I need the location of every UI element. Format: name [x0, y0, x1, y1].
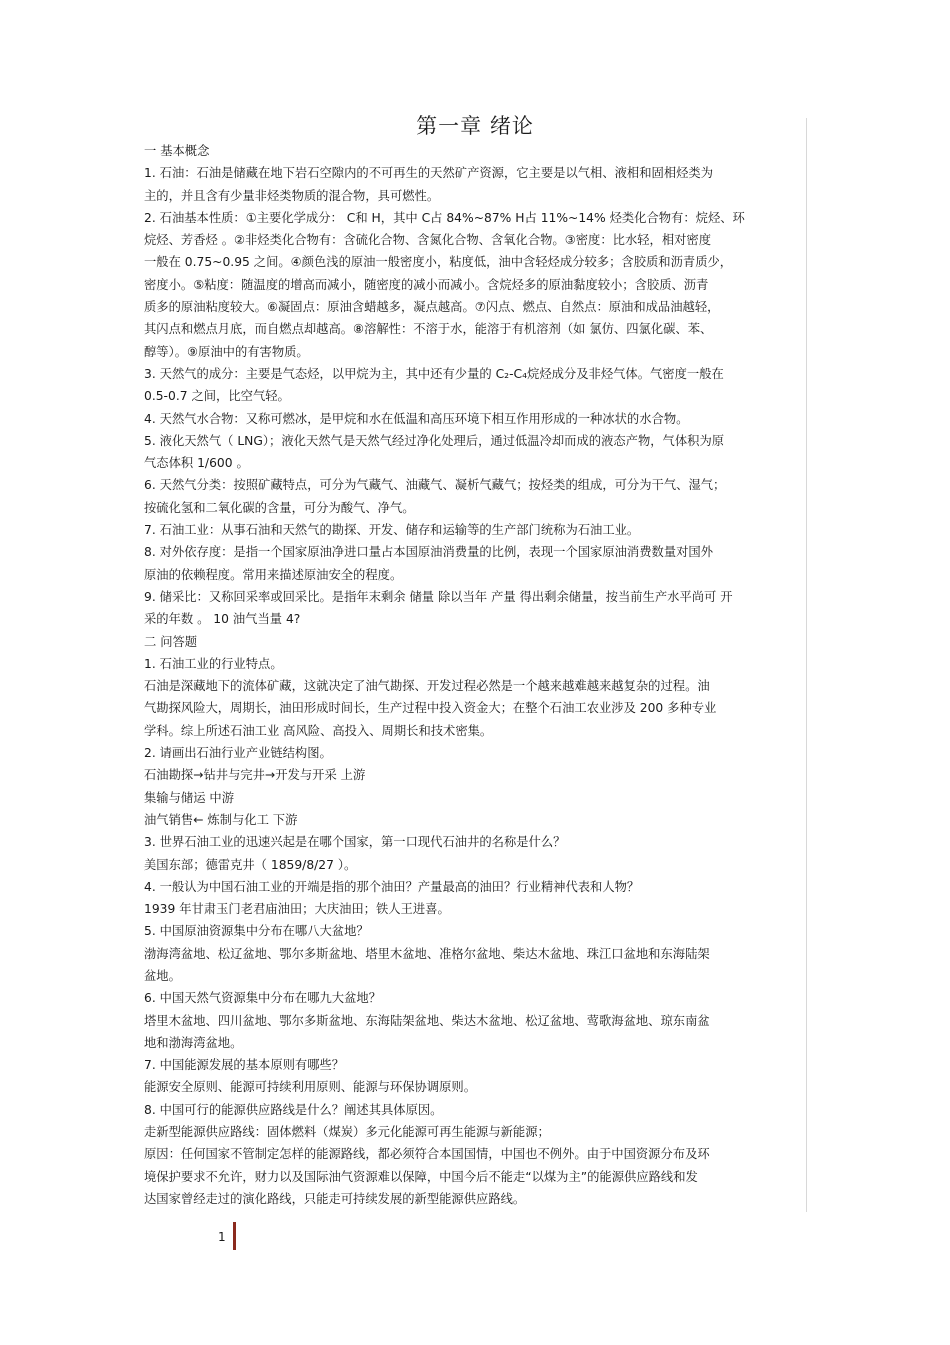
text-line: 烷烃、芳香烃 。②非烃类化合物有：含硫化合物、含氮化合物、含氧化合物。③密度：比水轻，相对密度: [144, 233, 712, 248]
text-line: 采的年数 。 10 油气当量 4?: [144, 612, 301, 627]
text-line: 5. 液化天然气（ LNG）；液化天然气是天然气经过净化处理后，通过低温冷却而成的液态产物，气体积为原: [144, 433, 725, 448]
text-line: 气态体积 1/600 。: [144, 456, 249, 471]
text-line: 1939 年甘肃玉门老君庙油田；大庆油田；铁人王进喜。: [144, 902, 450, 917]
chapter-title: 第一章 绪论: [416, 114, 534, 138]
text-line: 其闪点和燃点月底，而自燃点却越高。⑧溶解性：不溶于水，能溶于有机溶剂（如 氯仿、四氯化碳、苯、: [144, 322, 713, 337]
text-line: 气勘探风险大，周期长，油田形成时间长，生产过程中投入资金大；在整个石油工农业涉及 200 多种专业: [144, 701, 717, 716]
text-line: 油气销售← 炼制与化工 下游: [144, 812, 298, 827]
text-line: 6. 中国天然气资源集中分布在哪九大盆地？: [144, 991, 381, 1006]
text-line: 按硫化氢和二氧化碳的含量，可分为酸气、净气。: [144, 500, 415, 515]
text-line: 集输与储运 中游: [144, 790, 234, 805]
text-line: 醇等）。⑨原油中的有害物质。: [144, 344, 309, 359]
text-line: 原因：任何国家不管制定怎样的能源路线，都必须符合本国国情，中国也不例外。由于中国资源分布及环: [144, 1147, 710, 1162]
text-line: 石油是深藏地下的流体矿藏，这就决定了油气勘探、开发过程必然是一个越来越难越来越复杂的过程。油: [144, 679, 710, 694]
text-line: 能源安全原则、能源可持续利用原则、能源与环保协调原则。: [144, 1080, 477, 1095]
text-line: 走新型能源供应路线：固体燃料（煤炭）多元化能源可再生能源与新能源；: [144, 1125, 550, 1140]
text-line: 8. 中国可行的能源供应路线是什么？阐述其具体原因。: [144, 1102, 443, 1117]
text-line: 4. 天然气水合物：又称可燃冰，是甲烷和水在低温和高压环境下相互作用形成的一种冰状的水合物。: [144, 411, 689, 426]
text-line: 主的，并且含有少量非烃类物质的混合物，具可燃性。: [144, 188, 440, 203]
text-line: 3. 天然气的成分：主要是气态烃，以甲烷为主，其中还有少量的 C₂-C₄烷烃成分及非烃气体。气密度一般在: [144, 366, 724, 381]
text-line: 9. 储采比：又称回采率或回采比。是指年末剩余 储量 除以当年 产量 得出剩余储量，按当前生产水平尚可 开: [144, 589, 733, 604]
document-body: [144, 140, 809, 1210]
text-line: 1. 石油：石油是储藏在地下岩石空隙内的不可再生的天然矿产资源，它主要是以气相、液相和固相烃类为: [144, 166, 714, 181]
text-line: 7. 石油工业：从事石油和天然气的勘探、开发、储存和运输等的生产部门统称为石油工业。: [144, 523, 640, 538]
text-line: 境保护要求不允许，财力以及国际油气资源难以保障，中国今后不能走“以煤为主”的能源供应路线和发: [144, 1169, 698, 1184]
text-line: 质多的原油粘度较大。⑥凝固点：原油含蜡越多，凝点越高。⑦闪点、燃点、自然点：原油和成品油越轻，: [144, 300, 720, 315]
page-number-bar: [233, 1222, 236, 1250]
page-number: 1: [218, 1230, 226, 1244]
text-line: 学科。综上所述石油工业 高风险、高投入、周期长和技术密集。: [144, 723, 493, 738]
text-line: 7. 中国能源发展的基本原则有哪些？: [144, 1058, 345, 1073]
text-line: 4. 一般认为中国石油工业的开端是指的那个油田？产量最高的油田？行业精神代表和人物？: [144, 879, 640, 894]
text-line: 石油勘探→钻井与完井→开发与开采 上游: [144, 768, 366, 783]
text-line: 地和渤海湾盆地。: [144, 1035, 243, 1050]
text-line: 塔里木盆地、四川盆地、鄂尔多斯盆地、东海陆架盆地、柴达木盆地、松辽盆地、莺歌海盆地、琼东南盆: [144, 1013, 710, 1028]
text-line: 密度小。⑤粘度：随温度的增高而减小，随密度的减小而减小。含烷烃多的原油黏度较小；含胶质、沥青: [144, 277, 709, 292]
text-line: 6. 天然气分类：按照矿藏特点，可分为气藏气、油藏气、凝析气藏气；按烃类的组成，可分为干气、湿气；: [144, 478, 726, 493]
text-line: 二 问答题: [144, 634, 198, 649]
text-line: 原油的依赖程度。常用来描述原油安全的程度。: [144, 567, 403, 582]
text-line: 1. 石油工业的行业特点。: [144, 656, 283, 671]
text-line: 渤海湾盆地、松辽盆地、鄂尔多斯盆地、塔里木盆地、准格尔盆地、柴达木盆地、珠江口盆地和东海陆架: [144, 946, 710, 961]
text-line: 3. 世界石油工业的迅速兴起是在哪个国家，第一口现代石油井的名称是什么？: [144, 835, 566, 850]
text-line: 2. 石油基本性质：①主要化学成分： C和 H，其中 C占 84%~87% H占 11%~14% 烃类化合物有：烷烃、环: [144, 210, 745, 225]
text-line: 美国东部；德雷克井（ 1859/8/27 ）。: [144, 857, 357, 872]
text-line: 2. 请画出石油行业产业链结构图。: [144, 746, 332, 761]
text-line: 一般在 0.75~0.95 之间。④颜色浅的原油一般密度小，粘度低，油中含轻烃成分较多；含胶质和沥青质少，: [144, 255, 733, 270]
text-line: 达国家曾经走过的演化路线，只能走可持续发展的新型能源供应路线。: [144, 1191, 526, 1206]
text-line: 5. 中国原油资源集中分布在哪八大盆地？: [144, 924, 369, 939]
text-line: 8. 对外依存度：是指一个国家原油净进口量占本国原油消费量的比例，表现一个国家原油消费数量对国外: [144, 545, 714, 560]
text-line: 盆地。: [144, 968, 181, 983]
text-line: 0.5-0.7 之间，比空气轻。: [144, 389, 290, 404]
text-line: 一 基本概念: [144, 144, 210, 158]
